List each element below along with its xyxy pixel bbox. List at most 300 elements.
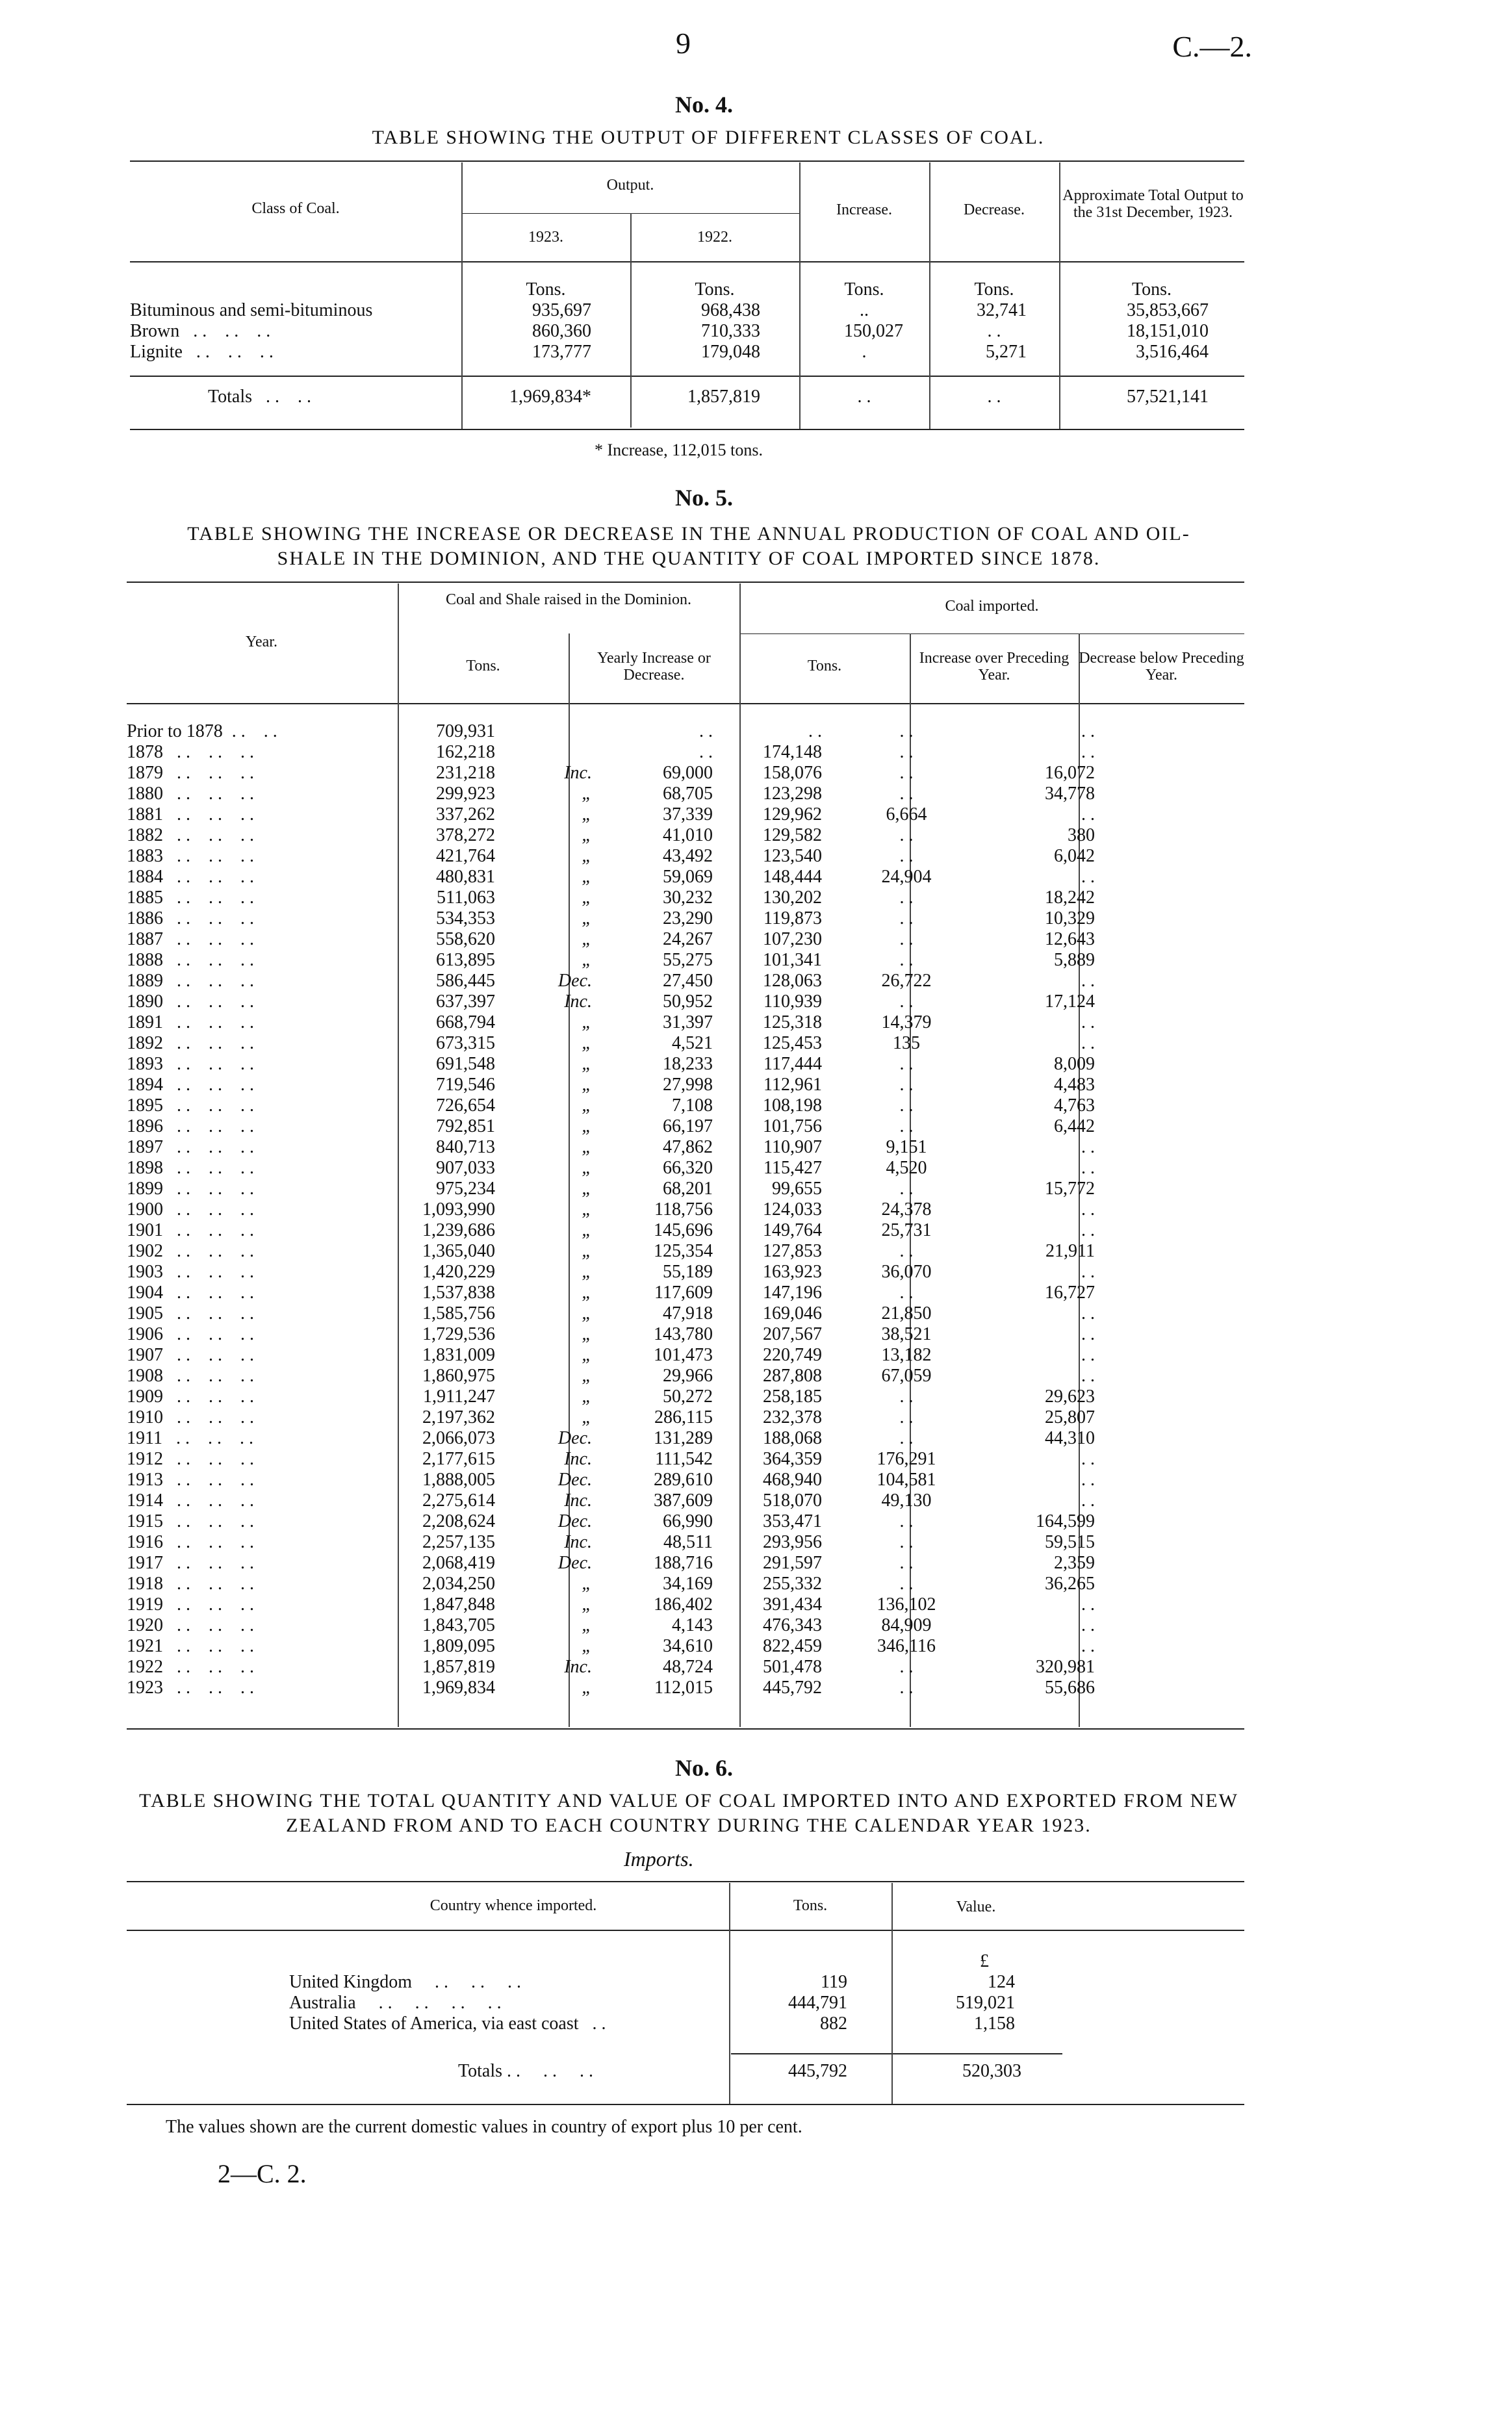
- t5-incdec-label: „: [582, 1594, 592, 1615]
- table4-total: 18,151,010: [1127, 321, 1209, 341]
- table5-h-yearly: Yearly Increase or Decrease.: [597, 650, 711, 684]
- t5-increase-over: . .: [899, 1511, 914, 1531]
- table6-total-rule: [731, 2053, 1062, 2054]
- t5-increase-over: . .: [899, 1075, 914, 1095]
- t5-incdec-value: 34,610: [663, 1636, 713, 1656]
- t5-incdec-label: [528, 742, 596, 763]
- t5-tons: 2,066,073: [422, 1428, 495, 1448]
- t5-incdec-label: „: [582, 1116, 592, 1136]
- t5-imported-tons: 291,597: [763, 1553, 822, 1573]
- t5-year: 1895 . . . . . .: [127, 1095, 254, 1116]
- t5-decrease-below: 2,359: [1054, 1553, 1095, 1573]
- t5-increase-over: . .: [899, 1407, 914, 1427]
- t5-year: 1908 . . . . . .: [127, 1366, 254, 1386]
- t5-incdec-label: Inc.: [564, 991, 592, 1012]
- table5-h-tons: Tons.: [466, 658, 500, 674]
- t5-increase-over: 13,182: [881, 1345, 932, 1365]
- table-row: [127, 1470, 1121, 1490]
- table-row: [127, 1615, 1121, 1636]
- t5-increase-over: 136,102: [877, 1594, 936, 1615]
- footer-reference: 2—C. 2.: [218, 2159, 307, 2188]
- page-number: 9: [676, 27, 691, 60]
- t5-tons: 378,272: [436, 825, 495, 845]
- t5-imported-tons: 391,434: [763, 1594, 822, 1615]
- t5-incdec-label: „: [582, 1075, 592, 1095]
- t5-tons: 337,262: [436, 804, 495, 825]
- t5-decrease-below: . .: [1081, 1303, 1095, 1324]
- table5-top-rule: [127, 582, 1244, 583]
- t5-imported-tons: 445,792: [763, 1678, 822, 1698]
- t5-imported-tons: 220,749: [763, 1345, 822, 1365]
- t5-increase-over: 176,291: [877, 1449, 936, 1469]
- t5-year: 1910 . . . . . .: [127, 1407, 254, 1427]
- t5-increase-over: . .: [899, 888, 914, 908]
- t5-increase-over: . .: [899, 1532, 914, 1552]
- t5-incdec-value: 66,990: [663, 1511, 713, 1531]
- t5-decrease-below: 59,515: [1045, 1532, 1095, 1552]
- t5-imported-tons: 101,756: [763, 1116, 822, 1136]
- t5-incdec-value: . .: [699, 721, 713, 741]
- t5-incdec-label: Dec.: [557, 1470, 592, 1490]
- t5-imported-tons: 501,478: [763, 1657, 822, 1677]
- t5-year: 1901 . . . . . .: [127, 1220, 254, 1240]
- table-row: [127, 1033, 1121, 1054]
- table5-title-line1: TABLE SHOWING THE INCREASE OR DECREASE IN THE ANNUAL PRODUCTION OF COAL AND OIL-: [187, 523, 1190, 544]
- table5-h-tons2: Tons.: [807, 658, 842, 674]
- t5-year: 1896 . . . . . .: [127, 1116, 254, 1136]
- table4-totals-dec: . .: [987, 387, 1001, 407]
- table5-number: No. 5.: [675, 485, 733, 511]
- t5-imported-tons: 101,341: [763, 950, 822, 970]
- t5-tons: 231,218: [436, 763, 495, 783]
- table4-top-rule: [130, 160, 1244, 162]
- table5-h-decbelow: Decrease below Preceding Year.: [1079, 650, 1244, 684]
- t5-incdec-label: „: [582, 1615, 592, 1635]
- t5-increase-over: 24,904: [881, 867, 932, 887]
- t5-year: 1900 . . . . . .: [127, 1199, 254, 1220]
- t5-decrease-below: 36,265: [1045, 1574, 1095, 1594]
- t5-imported-tons: 108,198: [763, 1095, 822, 1116]
- table4-class: Lignite . . . . . .: [130, 342, 274, 362]
- t5-increase-over: . .: [899, 950, 914, 970]
- t5-incdec-label: Inc.: [564, 763, 592, 783]
- t5-decrease-below: 380: [1068, 825, 1095, 845]
- table4-class: Brown . . . . . .: [130, 321, 271, 341]
- t5-year: 1881 . . . . . .: [127, 804, 254, 825]
- t5-incdec-value: 29,966: [663, 1366, 713, 1386]
- t5-imported-tons: 123,298: [763, 784, 822, 804]
- t5-decrease-below: . .: [1081, 1636, 1095, 1656]
- table-row: [127, 908, 1121, 929]
- t5-tons: 480,831: [436, 867, 495, 887]
- t5-incdec-label: „: [582, 1283, 592, 1303]
- t5-incdec-value: 145,696: [654, 1220, 713, 1240]
- t5-year: 1892 . . . . . .: [127, 1033, 254, 1053]
- table6-subtitle: Imports.: [624, 1847, 694, 1871]
- t5-decrease-below: 10,329: [1045, 908, 1095, 928]
- t5-increase-over: . .: [899, 1553, 914, 1573]
- t5-year: 1912 . . . . . .: [127, 1449, 254, 1469]
- t5-imported-tons: 255,332: [763, 1574, 822, 1594]
- t5-incdec-label: Dec.: [557, 971, 592, 991]
- t5-incdec-value: 7,108: [672, 1095, 713, 1116]
- t5-incdec-value: 18,233: [663, 1054, 713, 1074]
- t5-imported-tons: 287,808: [763, 1366, 822, 1386]
- t5-year: 1897 . . . . . .: [127, 1137, 254, 1157]
- table-row: [127, 1636, 1121, 1657]
- t5-tons: 1,969,834: [422, 1678, 495, 1698]
- t5-decrease-below: 164,599: [1036, 1511, 1095, 1531]
- t5-imported-tons: 124,033: [763, 1199, 822, 1220]
- t5-incdec-value: 186,402: [654, 1594, 713, 1615]
- t5-incdec-label: Inc.: [564, 1657, 592, 1677]
- table-row: [127, 867, 1121, 888]
- t5-incdec-label: „: [582, 1054, 592, 1074]
- t5-decrease-below: 16,072: [1045, 763, 1095, 783]
- table-row: [127, 1657, 1121, 1678]
- t5-increase-over: . .: [899, 1283, 914, 1303]
- table4-h-approx: Approximate Total Output to the 31st December, 1923.: [1062, 187, 1244, 221]
- table-row: [127, 1553, 1121, 1574]
- table-row: [127, 1490, 1121, 1511]
- t5-incdec-label: „: [582, 1387, 592, 1407]
- t5-increase-over: 25,731: [881, 1220, 932, 1240]
- table4-dec: . .: [987, 321, 1001, 341]
- table4-1923: 935,697: [532, 300, 591, 320]
- table-row: [127, 1054, 1121, 1075]
- t5-incdec-value: 68,705: [663, 784, 713, 804]
- table-row: [127, 1179, 1121, 1199]
- table6-value: 1,158: [974, 2014, 1015, 2034]
- t5-tons: 840,713: [436, 1137, 495, 1157]
- t5-decrease-below: . .: [1081, 1366, 1095, 1386]
- table6-country: United States of America, via east coast . .: [289, 2014, 606, 2034]
- t5-year: 1883 . . . . . .: [127, 846, 254, 866]
- t5-year: 1906 . . . . . .: [127, 1324, 254, 1344]
- t5-imported-tons: 293,956: [763, 1532, 822, 1552]
- t5-tons: 792,851: [436, 1116, 495, 1136]
- table-row: [127, 1095, 1121, 1116]
- table-row: [127, 804, 1121, 825]
- table4-number: No. 4.: [675, 92, 733, 118]
- t5-incdec-value: 47,862: [663, 1137, 713, 1157]
- t5-imported-tons: 147,196: [763, 1283, 822, 1303]
- t5-incdec-value: 131,289: [654, 1428, 713, 1448]
- t5-tons: 1,847,848: [422, 1594, 495, 1615]
- t5-decrease-below: . .: [1081, 1158, 1095, 1178]
- t5-imported-tons: 476,343: [763, 1615, 822, 1635]
- table4-dec: 32,741: [977, 300, 1027, 320]
- table6-number: No. 6.: [675, 1755, 733, 1781]
- table-row: [127, 1511, 1121, 1532]
- t5-increase-over: . .: [899, 1657, 914, 1677]
- t5-decrease-below: 55,686: [1045, 1678, 1095, 1698]
- t5-increase-over: . .: [899, 991, 914, 1012]
- table-row: [127, 929, 1121, 950]
- t5-incdec-value: 101,473: [654, 1345, 713, 1365]
- t5-incdec-value: 387,609: [654, 1490, 713, 1511]
- t5-increase-over: 67,059: [881, 1366, 932, 1386]
- t5-increase-over: . .: [899, 721, 914, 741]
- t5-year: 1879 . . . . . .: [127, 763, 254, 783]
- table-row: [127, 763, 1121, 784]
- t5-incdec-value: 66,197: [663, 1116, 713, 1136]
- table4-1922: 710,333: [701, 321, 760, 341]
- t5-tons: 2,275,614: [422, 1490, 495, 1511]
- t5-decrease-below: . .: [1081, 971, 1095, 991]
- t5-incdec-label: „: [582, 1137, 592, 1157]
- t5-year: 1913 . . . . . .: [127, 1470, 254, 1490]
- table6-note: The values shown are the current domestic values in country of export plus 10 per cent.: [166, 2117, 802, 2137]
- t5-decrease-below: . .: [1081, 1262, 1095, 1282]
- t5-imported-tons: 130,202: [763, 888, 822, 908]
- t5-imported-tons: 364,359: [763, 1449, 822, 1469]
- table6-top-rule: [127, 1881, 1244, 1882]
- t5-tons: 975,234: [436, 1179, 495, 1199]
- t5-imported-tons: 127,853: [763, 1241, 822, 1261]
- table4-unit: Tons.: [1131, 279, 1172, 300]
- t5-increase-over: 6,664: [886, 804, 927, 825]
- t5-imported-tons: 125,318: [763, 1012, 822, 1032]
- t5-incdec-value: 55,275: [663, 950, 713, 970]
- t5-tons: 637,397: [436, 991, 495, 1012]
- t5-year: 1909 . . . . . .: [127, 1387, 254, 1407]
- table6-tons: 444,791: [788, 1993, 847, 2013]
- t5-tons: 613,895: [436, 950, 495, 970]
- t5-incdec-value: 143,780: [654, 1324, 713, 1344]
- t5-decrease-below: 12,643: [1045, 929, 1095, 949]
- t5-decrease-below: 15,772: [1045, 1179, 1095, 1199]
- t5-decrease-below: . .: [1081, 867, 1095, 887]
- t5-tons: 558,620: [436, 929, 495, 949]
- t5-increase-over: 346,116: [877, 1636, 936, 1656]
- t5-decrease-below: . .: [1081, 1324, 1095, 1344]
- table4-h-decrease: Decrease.: [964, 201, 1025, 218]
- t5-incdec-value: 24,267: [663, 929, 713, 949]
- t5-tons: 726,654: [436, 1095, 495, 1116]
- t5-decrease-below: . .: [1081, 804, 1095, 825]
- t5-year: 1919 . . . . . .: [127, 1594, 254, 1615]
- t5-incdec-value: . .: [699, 742, 713, 762]
- t5-tons: 2,208,624: [422, 1511, 495, 1531]
- t5-incdec-label: „: [582, 846, 592, 866]
- t5-decrease-below: 6,042: [1054, 846, 1095, 866]
- t5-incdec-label: „: [582, 1095, 592, 1116]
- table6-tons: 119: [821, 1972, 847, 1992]
- t5-increase-over: 49,130: [881, 1490, 932, 1511]
- table-row: [127, 784, 1121, 804]
- t5-incdec-label: „: [582, 1158, 592, 1178]
- table4-total-rule: [130, 376, 1244, 377]
- table4-h-output: Output.: [606, 177, 654, 194]
- table4-header-rule: [130, 261, 1244, 262]
- t5-year: 1905 . . . . . .: [127, 1303, 254, 1324]
- t5-year: 1899 . . . . . .: [127, 1179, 254, 1199]
- t5-tons: 2,197,362: [422, 1407, 495, 1427]
- t5-imported-tons: 518,070: [763, 1490, 822, 1511]
- t5-tons: 534,353: [436, 908, 495, 928]
- t5-year: 1889 . . . . . .: [127, 971, 254, 991]
- t5-incdec-label: „: [582, 804, 592, 825]
- t5-increase-over: 21,850: [881, 1303, 932, 1324]
- t5-year: 1904 . . . . . .: [127, 1283, 254, 1303]
- t5-imported-tons: . .: [808, 721, 822, 741]
- t5-increase-over: . .: [899, 929, 914, 949]
- table4-h-increase: Increase.: [836, 201, 892, 218]
- table-row: [127, 1137, 1121, 1158]
- t5-incdec-value: 68,201: [663, 1179, 713, 1199]
- t5-tons: 299,923: [436, 784, 495, 804]
- t5-incdec-value: 289,610: [654, 1470, 713, 1490]
- t5-decrease-below: 4,483: [1054, 1075, 1095, 1095]
- t5-incdec-label: „: [582, 1179, 592, 1199]
- t5-incdec-label: Dec.: [557, 1553, 592, 1573]
- table6-country: Australia . . . . . . . .: [289, 1993, 502, 2013]
- t5-year: 1916 . . . . . .: [127, 1532, 254, 1552]
- t5-tons: 586,445: [436, 971, 495, 991]
- table5-header-rule: [127, 703, 1244, 704]
- t5-incdec-label: „: [582, 867, 592, 887]
- table6-bottom-rule: [127, 2104, 1244, 2105]
- t5-decrease-below: . .: [1081, 1449, 1095, 1469]
- t5-increase-over: . .: [899, 742, 914, 762]
- table4-1922: 179,048: [701, 342, 760, 362]
- table4-h-class: Class of Coal.: [251, 200, 340, 217]
- t5-incdec-value: 59,069: [663, 867, 713, 887]
- t5-incdec-value: 4,143: [672, 1615, 713, 1635]
- table4-footnote: * Increase, 112,015 tons.: [595, 441, 763, 459]
- t5-decrease-below: . .: [1081, 1345, 1095, 1365]
- table4-inc: ..: [860, 300, 869, 320]
- t5-incdec-value: 50,952: [663, 991, 713, 1012]
- table4-totals-label: Totals . . . .: [208, 387, 312, 407]
- t5-year: 1885 . . . . . .: [127, 888, 254, 908]
- t5-tons: 511,063: [437, 888, 495, 908]
- table-row: [127, 1262, 1121, 1283]
- t5-incdec-value: 41,010: [663, 825, 713, 845]
- t5-incdec-label: „: [582, 1407, 592, 1427]
- table-row: [127, 825, 1121, 846]
- t5-incdec-label: Inc.: [564, 1490, 592, 1511]
- t5-incdec-value: 23,290: [663, 908, 713, 928]
- table-row: [127, 991, 1121, 1012]
- t5-increase-over: 36,070: [881, 1262, 932, 1282]
- t5-increase-over: . .: [899, 1116, 914, 1136]
- table5-h-raised: Coal and Shale raised in the Dominion.: [446, 591, 691, 608]
- t5-tons: 691,548: [436, 1054, 495, 1074]
- t5-decrease-below: 6,442: [1054, 1116, 1095, 1136]
- table-row: [127, 1594, 1121, 1615]
- t5-year: 1914 . . . . . .: [127, 1490, 254, 1511]
- table4-inc: .: [862, 342, 867, 362]
- t5-year: 1920 . . . . . .: [127, 1615, 254, 1635]
- t5-incdec-label: „: [582, 1366, 592, 1386]
- table-row: [127, 1075, 1121, 1095]
- table-row: [127, 742, 1121, 763]
- t5-tons: 2,257,135: [422, 1532, 495, 1552]
- t5-imported-tons: 232,378: [763, 1407, 822, 1427]
- t5-increase-over: . .: [899, 1095, 914, 1116]
- t5-tons: 2,177,615: [422, 1449, 495, 1469]
- t5-year: 1888 . . . . . .: [127, 950, 254, 970]
- table4-unit: Tons.: [526, 279, 566, 300]
- t5-tons: 673,315: [436, 1033, 495, 1053]
- table4-unit: Tons.: [974, 279, 1014, 300]
- t5-tons: 719,546: [436, 1075, 495, 1095]
- t5-decrease-below: 21,911: [1045, 1241, 1095, 1261]
- t5-incdec-label: Dec.: [557, 1428, 592, 1448]
- t5-imported-tons: 123,540: [763, 846, 822, 866]
- table-row: [127, 1407, 1121, 1428]
- t5-tons: 162,218: [436, 742, 495, 762]
- t5-incdec-value: 4,521: [672, 1033, 713, 1053]
- table6-h-tons: Tons.: [793, 1897, 828, 1914]
- t5-imported-tons: 468,940: [763, 1470, 822, 1490]
- table-row: [127, 1449, 1121, 1470]
- t5-incdec-label: Dec.: [557, 1511, 592, 1531]
- table-row: [127, 888, 1121, 908]
- table6-title-line1: TABLE SHOWING THE TOTAL QUANTITY AND VALUE OF COAL IMPORTED INTO AND EXPORTED FROM NEW: [139, 1790, 1238, 1811]
- table-row: [127, 1241, 1121, 1262]
- table4-totals-1923: 1,969,834*: [509, 387, 591, 407]
- table-row: [127, 971, 1121, 991]
- t5-decrease-below: . .: [1081, 721, 1095, 741]
- t5-incdec-label: „: [582, 1574, 592, 1594]
- t5-decrease-below: 4,763: [1054, 1095, 1095, 1116]
- t5-incdec-label: „: [582, 888, 592, 908]
- table-row: [127, 1220, 1121, 1241]
- t5-incdec-value: 69,000: [663, 763, 713, 783]
- table6-totals-value: 520,303: [962, 2061, 1021, 2081]
- t5-incdec-label: „: [582, 784, 592, 804]
- t5-year: 1880 . . . . . .: [127, 784, 254, 804]
- t5-increase-over: 38,521: [881, 1324, 932, 1344]
- t5-incdec-label: Inc.: [564, 1449, 592, 1469]
- t5-tons: 1,809,095: [422, 1636, 495, 1656]
- t5-incdec-label: „: [582, 1324, 592, 1344]
- t5-increase-over: . .: [899, 1054, 914, 1074]
- t5-decrease-below: . .: [1081, 1470, 1095, 1490]
- table-row: [127, 846, 1121, 867]
- t5-decrease-below: . .: [1081, 1220, 1095, 1240]
- t5-imported-tons: 169,046: [763, 1303, 822, 1324]
- t5-incdec-label: „: [582, 1678, 592, 1698]
- t5-decrease-below: 5,889: [1054, 950, 1095, 970]
- t5-imported-tons: 125,453: [763, 1033, 822, 1053]
- t5-imported-tons: 115,427: [763, 1158, 822, 1178]
- t5-tons: 1,729,536: [422, 1324, 495, 1344]
- t5-imported-tons: 174,148: [763, 742, 822, 762]
- page-reference: C.—2.: [1172, 30, 1252, 63]
- t5-increase-over: . .: [899, 1241, 914, 1261]
- table6-currency: £: [980, 1951, 989, 1971]
- t5-incdec-value: 27,450: [663, 971, 713, 991]
- t5-incdec-value: 118,756: [654, 1199, 713, 1220]
- t5-incdec-value: 30,232: [663, 888, 713, 908]
- t5-year: 1890 . . . . . .: [127, 991, 254, 1012]
- t5-decrease-below: . .: [1081, 1490, 1095, 1511]
- t5-tons: 1,857,819: [422, 1657, 495, 1677]
- table-row: [127, 1283, 1121, 1303]
- t5-year: 1917 . . . . . .: [127, 1553, 254, 1573]
- table-row: [127, 1574, 1121, 1594]
- t5-incdec-value: 112,015: [654, 1678, 713, 1698]
- t5-imported-tons: 129,582: [763, 825, 822, 845]
- t5-increase-over: . .: [899, 1387, 914, 1407]
- table4-totals-inc: . .: [857, 387, 871, 407]
- t5-increase-over: 24,378: [881, 1199, 932, 1220]
- t5-tons: 1,093,990: [422, 1199, 495, 1220]
